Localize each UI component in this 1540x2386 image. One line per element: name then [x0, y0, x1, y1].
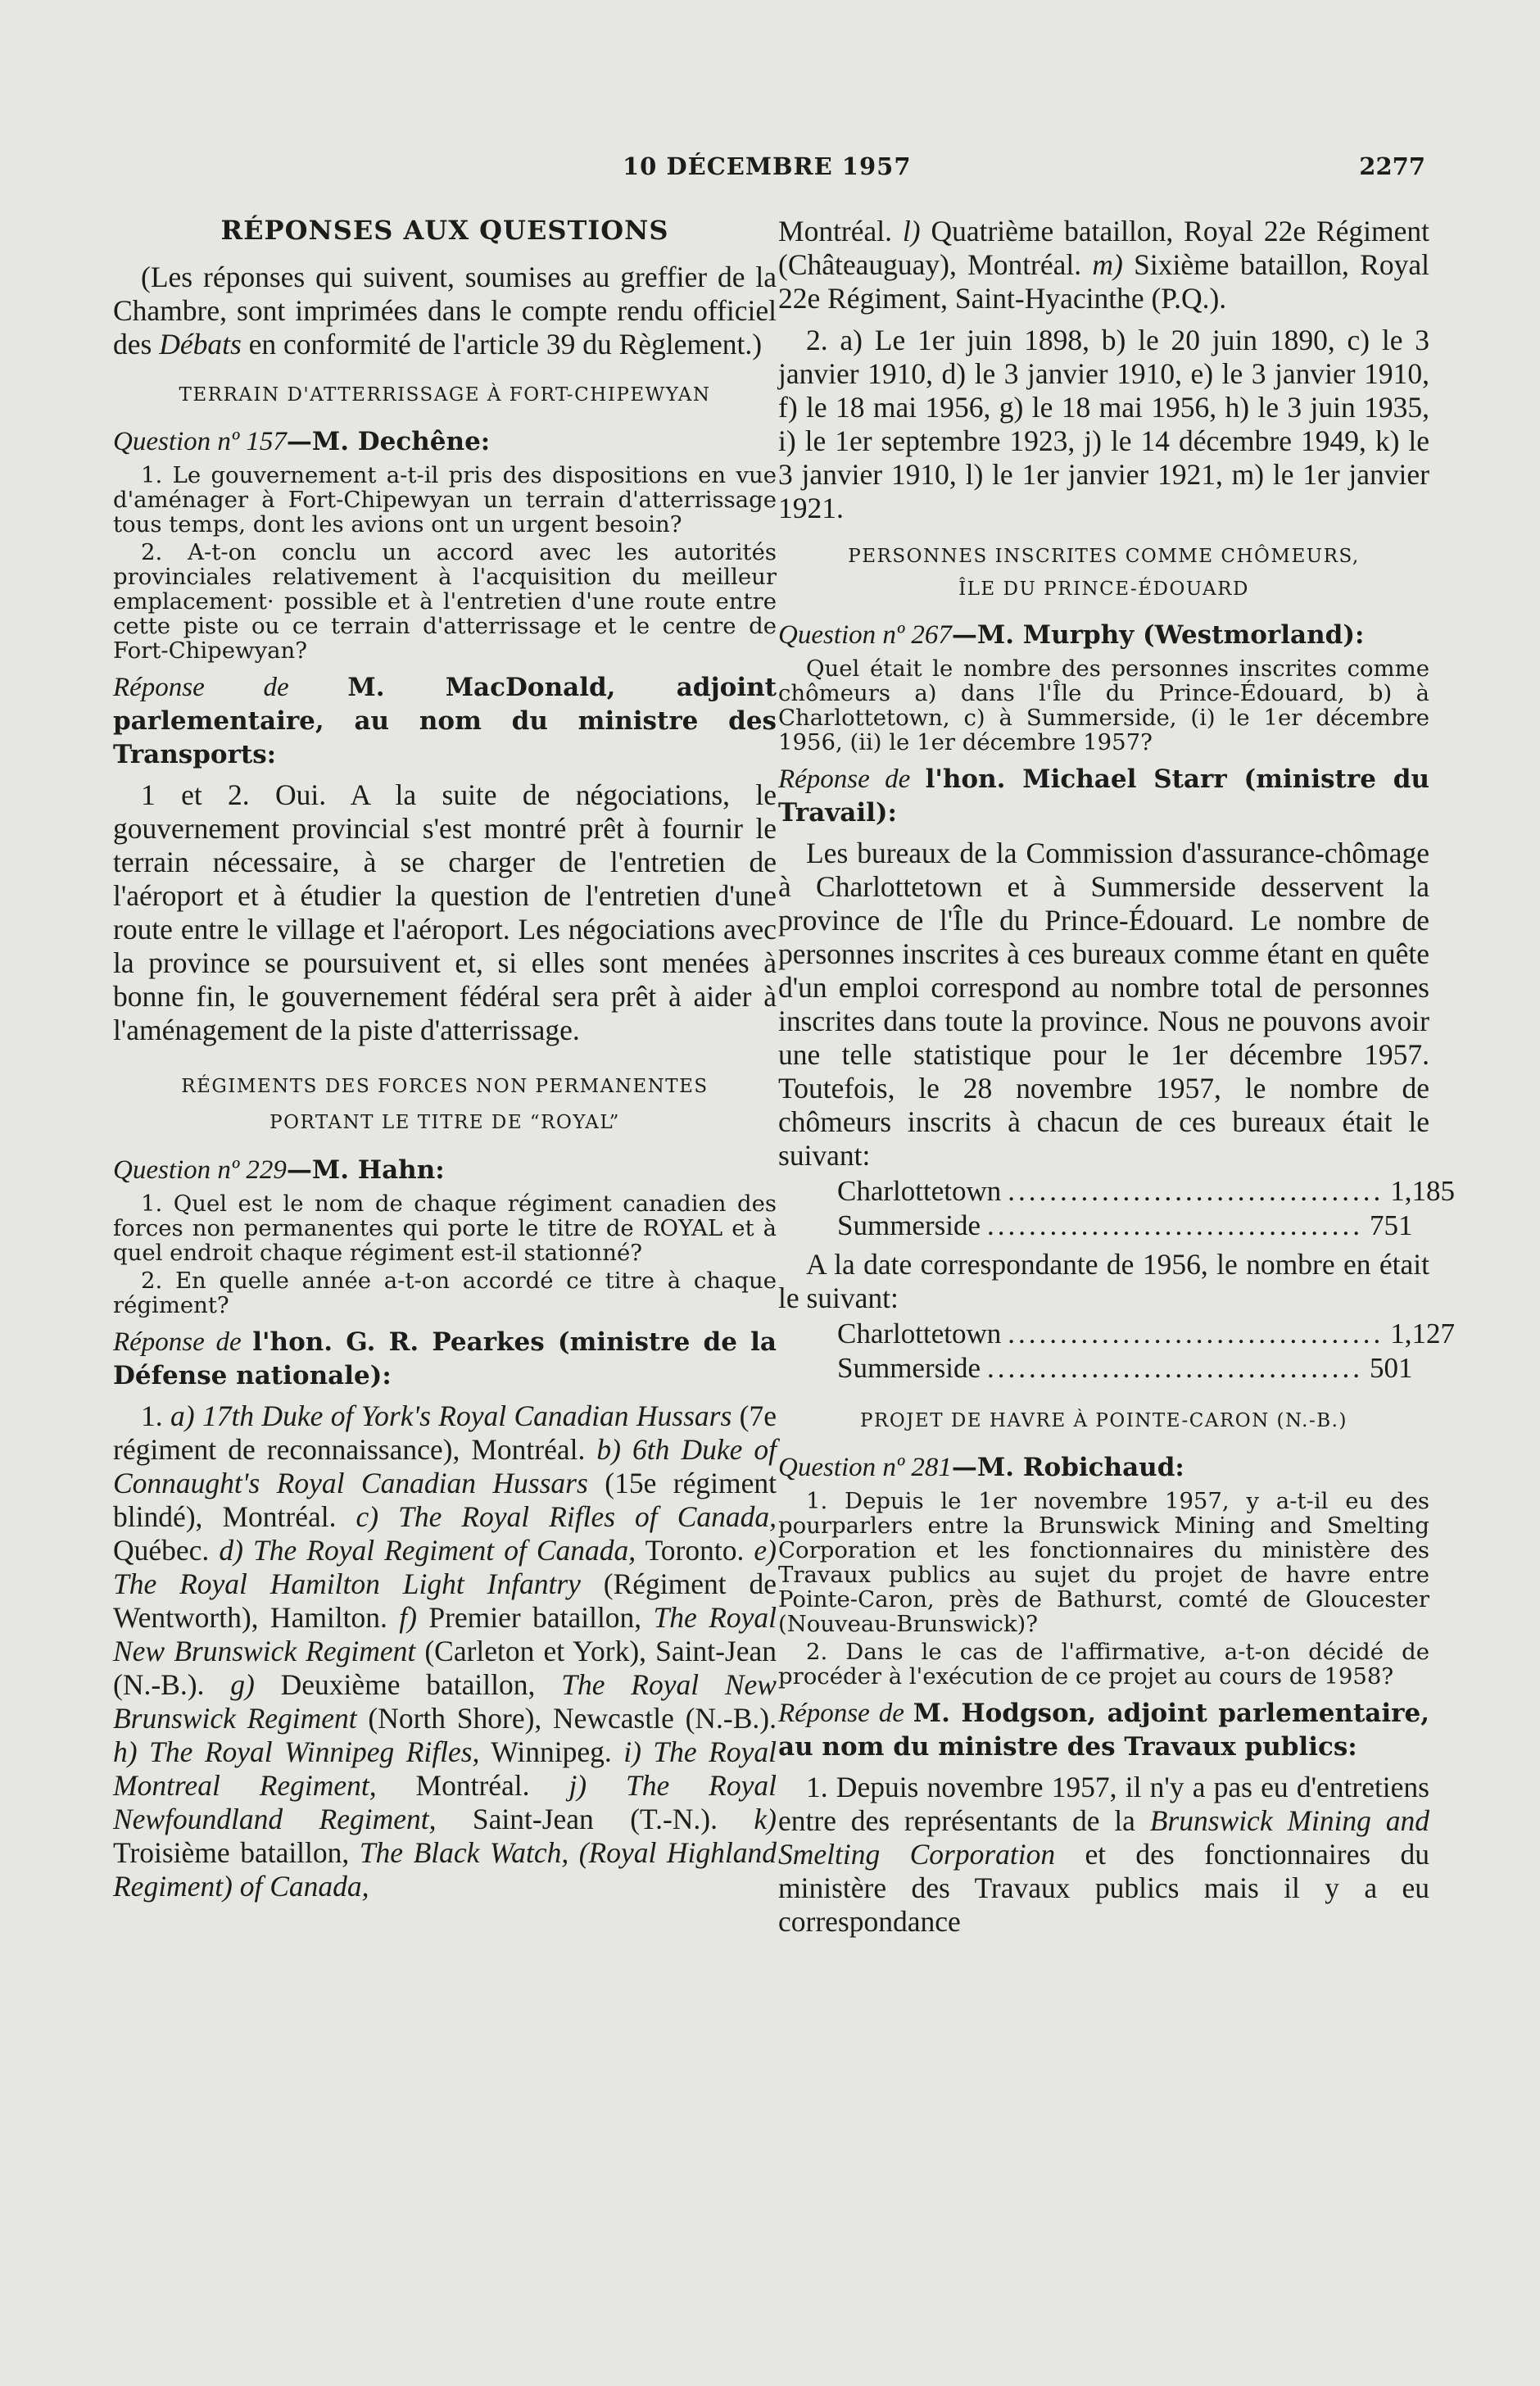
answer-italic-segment: The Black Watch, (Royal Highland Regiment) of Canada,: [113, 1836, 777, 1903]
response-label: Réponse de: [778, 764, 911, 794]
response-speaker: l'hon. G. R. Pearkes (ministre de la Défense nationale):: [113, 1327, 777, 1390]
answer-italic-segment: h) The Royal Winnipeg Rifles,: [113, 1735, 480, 1768]
answer-italic-segment: i) The Royal Montreal Regiment,: [113, 1735, 777, 1802]
stats-value: 751: [1369, 1209, 1413, 1241]
answer-italic-segment: j) The Royal Newfoundland Regiment,: [113, 1769, 777, 1835]
answer-text: 1. Depuis novembre 1957, il n'y a pas eu d'entretiens entre des représentants de la: [778, 1771, 1429, 1837]
answer-italic-segment: k): [754, 1803, 777, 1835]
answer-italic-segment: a) 17th Duke of York's Royal Canadian Hussars: [170, 1399, 732, 1432]
question-member: —M. Robichaud:: [951, 1453, 1184, 1482]
question-member: —M. Murphy (Westmorland):: [951, 620, 1365, 650]
stats-place: Charlottetown: [837, 1175, 1002, 1207]
stats-table-1956: [837, 1317, 1455, 1386]
cont-text: Montréal.: [778, 215, 903, 247]
answer-italic-segment: The Royal New Brunswick Regiment: [113, 1668, 777, 1735]
response-label: Réponse de: [113, 673, 289, 702]
answer-italic-segment: f): [399, 1601, 417, 1634]
left-column: [113, 215, 777, 1903]
section-heading-line-1: RÉGIMENTS DES FORCES NON PERMANENTES: [181, 1076, 709, 1097]
response-speaker: M. MacDonald, adjoint parlementaire, au nom du ministre des Transports:: [113, 673, 777, 769]
page-number: 2277: [1359, 152, 1425, 180]
question-157-line: [113, 425, 777, 458]
answer-text: et des fonctionnaires du ministère des Travaux publics mais il y a eu correspondance: [778, 1838, 1429, 1938]
stats-row: Summerside .................................... 751: [837, 1209, 1413, 1241]
section-heading-regiments: [113, 1068, 777, 1141]
response-267-line: [778, 763, 1429, 830]
stats-row: Charlottetown .................................... 1,127: [837, 1318, 1455, 1349]
stats-value: 501: [1369, 1352, 1413, 1384]
answer-italic-segment: b) 6th Duke of Connaught's Royal Canadian Hussars: [113, 1433, 777, 1499]
answer-segment: Winnipeg.: [479, 1735, 624, 1768]
answer-italic: Brunswick Mining and Smelting Corporation: [778, 1804, 1429, 1871]
question-label: Question nº 281: [778, 1453, 952, 1482]
section-heading-pointe-caron: PROJET DE HAVRE À POINTE-CARON (N.-B.): [860, 1410, 1348, 1431]
question-281-part-1: 1. Depuis le 1er novembre 1957, y a-t-il eu des pourparlers entre la Brunswick Mining and Smelting Corporation et les fonctionnaires du ministère des Travaux publics au sujet du projet de havre entre Pointe-Caron, près de Bathurst, comté de Gloucester (Nouveau-Brunswick)?: [778, 1488, 1429, 1637]
answer-segment: 1.: [141, 1399, 170, 1432]
intro-paragraph: [113, 261, 777, 361]
response-229-line: [113, 1326, 777, 1393]
running-head: [0, 152, 1540, 190]
answer-segment: Premier bataillon,: [416, 1601, 654, 1634]
answer-segment: Montréal.: [376, 1769, 569, 1802]
question-member: —M. Dechêne:: [286, 427, 491, 456]
answer-segment: Deuxième bataillon,: [254, 1668, 562, 1701]
answer-segment: (North Shore), Newcastle (N.-B.).: [356, 1702, 777, 1735]
question-157-part-2: 2. A-t-on conclu un accord avec les autorités provinciales relativement à l'acquisition du meilleur emplacement· possible et à l'entretien d'une route entre cette piste ou ce terrain d'atterrissage et le centre de Fort-Chipewyan?: [113, 539, 777, 664]
stats-row: Summerside .................................... 501: [837, 1352, 1413, 1384]
answer-segment: Québec.: [113, 1534, 220, 1567]
section-heading-chomeurs: [778, 540, 1429, 606]
answer-267: Les bureaux de la Commission d'assurance-chômage à Charlottetown et à Summerside desservent la province de l'Île du Prince-Édouard. Le nombre de personnes inscrites à ces bureaux comme étant en quête d'un emploi correspond au nombre total de personnes inscrites dans toute la province. Nous ne pouvons avoir une telle statistique pour le 1er décembre 1957. Toutefois, le 28 novembre 1957, le nombre de chômeurs inscrits à chacun de ces bureaux était le suivant:: [778, 837, 1429, 1172]
answer-segment: (Carleton et York), Saint-Jean (N.-B.).: [113, 1635, 777, 1701]
answer-segment: (15e régiment blindé), Montréal.: [113, 1467, 777, 1533]
stats-value: 1,127: [1390, 1318, 1455, 1349]
intro-text-end: en conformité de l'article 39 du Règlement.): [241, 328, 763, 361]
answer-italic-segment: e) The Royal Hamilton Light Infantry: [113, 1534, 777, 1600]
answer-229-dates: 2. a) Le 1er juin 1898, b) le 20 juin 1890, c) le 3 janvier 1910, d) le 3 janvier 1910, e) le 3 janvier 1910, f) le 18 mai 1956, g) le 18 mai 1956, h) le 3 juin 1935, i) le 1er septembre 1923, j) le 14 décembre 1949, k) le 3 janvier 1910, l) le 1er janvier 1921, m) le 1er janvier 1921.: [778, 324, 1429, 524]
stats-value: 1,185: [1390, 1175, 1455, 1207]
intro-text: (Les réponses qui suivent, soumises au greffier de la Chambre, sont imprimées dans le compte rendu officiel des: [113, 261, 777, 361]
answer-157: 1 et 2. Oui. A la suite de négociations, le gouvernement provincial s'est montré prêt à fournir le terrain nécessaire, à se charger de l'entretien de l'aéroport et à étudier la question de l'entretien d'une route entre le village et l'aéroport. Les négociations avec la province se poursuivent et, si elles sont menées à bonne fin, le gouvernement fédéral sera prêt à aider à l'aménagement de la piste d'atterrissage.: [113, 778, 777, 1046]
answer-italic-segment: The Royal New Brunswick Regiment: [113, 1601, 777, 1667]
stats-place: Summerside: [837, 1209, 981, 1241]
question-label: Question nº 157: [113, 427, 287, 456]
answer-segment: (Régiment de Wentworth), Hamilton.: [113, 1567, 777, 1634]
question-member: —M. Hahn:: [286, 1155, 445, 1185]
answer-italic-segment: g): [230, 1668, 255, 1701]
answer-229: [113, 1399, 777, 1903]
answer-267-mid: A la date correspondante de 1956, le nombre en était le suivant:: [778, 1248, 1429, 1314]
question-281-line: [778, 1451, 1429, 1484]
response-speaker: M. Hodgson, adjoint parlementaire, au nom du ministre des Travaux publics:: [778, 1699, 1429, 1762]
stats-place: Summerside: [837, 1352, 981, 1384]
section-heading-line-2: ÎLE DU PRINCE-ÉDOUARD: [958, 578, 1249, 600]
question-label: Question nº 267: [778, 620, 952, 650]
answer-segment: Troisième bataillon,: [113, 1836, 360, 1869]
section-heading-fort-chipewyan: TERRAIN D'ATTERRISSAGE À FORT-CHIPEWYAN: [179, 384, 711, 406]
response-label: Réponse de: [778, 1699, 904, 1728]
response-281-line: [778, 1697, 1429, 1764]
answer-italic-segment: d) The Royal Regiment of Canada,: [219, 1534, 636, 1567]
stats-row: Charlottetown .................................... 1,185: [837, 1175, 1455, 1207]
cont-italic: l): [902, 215, 921, 247]
cont-italic: m): [1092, 248, 1123, 281]
section-heading-line-1: PERSONNES INSCRITES COMME CHÔMEURS,: [848, 546, 1360, 567]
right-column: [778, 215, 1455, 1939]
intro-italic: Débats: [159, 328, 242, 361]
question-267-text: Quel était le nombre des personnes inscrites comme chômeurs a) dans l'Île du Prince-Édouard, b) à Charlottetown, c) à Summerside, (i) le 1er décembre 1956, (ii) le 1er décembre 1957?: [778, 655, 1429, 755]
question-281-part-2: 2. Dans le cas de l'affirmative, a-t-on décidé de procéder à l'exécution de ce projet au cours de 1958?: [778, 1639, 1429, 1690]
stats-table-1957: [837, 1174, 1455, 1243]
cont-text: Quatrième bataillon, Royal 22e Régiment (Châteauguay), Montréal.: [778, 215, 1429, 281]
response-label: Réponse de: [113, 1327, 242, 1357]
section-heading-line-2: PORTANT LE TITRE DE “ROYAL”: [270, 1112, 620, 1133]
page-title: RÉPONSES AUX QUESTIONS: [220, 215, 669, 246]
response-speaker: l'hon. Michael Starr (ministre du Travail):: [778, 764, 1429, 828]
question-267-line: [778, 619, 1429, 651]
question-229-part-2: 2. En quelle année a-t-on accordé ce titre à chaque régiment?: [113, 1268, 777, 1318]
stats-place: Charlottetown: [837, 1318, 1002, 1349]
answer-281: [778, 1771, 1429, 1939]
answer-segment: Saint-Jean (T.-N.).: [436, 1803, 754, 1835]
cont-text: Sixième bataillon, Royal 22e Régiment, Saint-Hyacinthe (P.Q.).: [778, 248, 1429, 315]
question-229-part-1: 1. Quel est le nom de chaque régiment canadien des forces non permanentes qui porte le titre de ROYAL et à quel endroit chaque régiment est-il stationné?: [113, 1191, 777, 1266]
answer-segment: Toronto.: [636, 1534, 754, 1567]
response-157-line: [113, 671, 777, 772]
answer-229-continued: [778, 215, 1429, 315]
question-229-line: [113, 1154, 777, 1186]
answer-italic-segment: c) The Royal Rifles of Canada,: [356, 1500, 777, 1533]
answer-segment: (7e régiment de reconnaissance), Montréal.: [113, 1399, 777, 1466]
question-157-part-1: 1. Le gouvernement a-t-il pris des dispositions en vue d'aménager à Fort-Chipewyan un terrain d'atterrissage tous temps, dont les avions ont un urgent besoin?: [113, 462, 777, 538]
question-label: Question nº 229: [113, 1155, 287, 1185]
header-date: 10 DÉCEMBRE 1957: [623, 152, 912, 180]
